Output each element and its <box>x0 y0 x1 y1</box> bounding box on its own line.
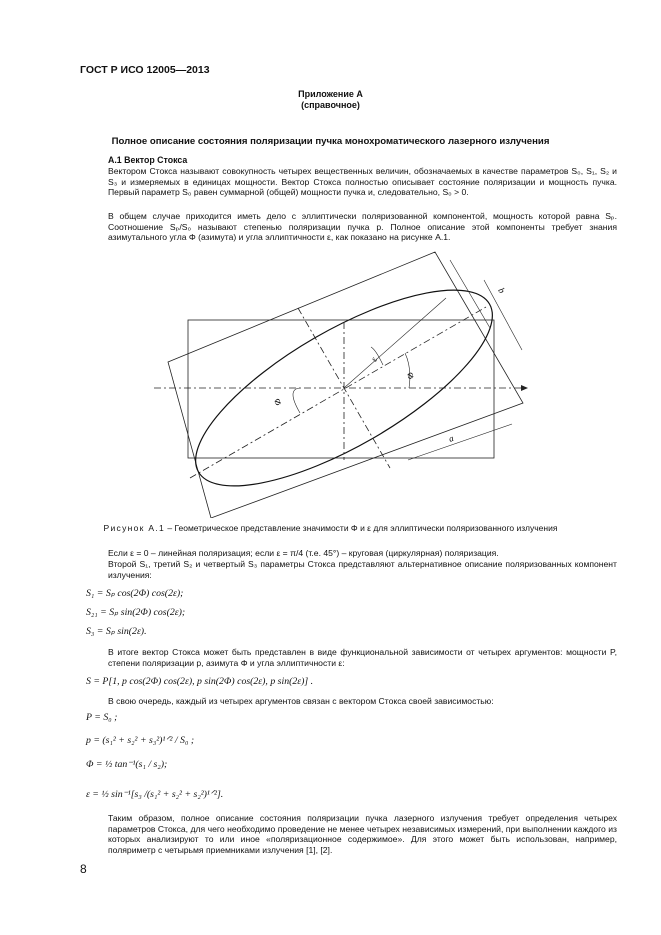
page-number: 8 <box>80 862 87 876</box>
label-phi-left: Φ <box>272 397 284 407</box>
a-dimension-line <box>408 424 512 460</box>
paragraph-5: В итоге вектор Стокса может быть представлен в виде функциональной зависимости от четырех аргументов: мощности P, степени поляризации p, азимута Φ и угла эллиптичности ε: <box>108 647 617 668</box>
paragraph-3: Если ε = 0 – линейная поляризация; если ε = π/4 (т.е. 45°) – круговая (циркулярная) поляризация. <box>108 548 499 558</box>
document-header: ГОСТ Р ИСО 12005—2013 <box>80 64 210 76</box>
paragraph-1: Вектором Стокса называют совокупность четырех вещественных величин, обозначаемых в качестве параметров S₀, S₁, S₂ и S₃ и измеряемых в единицах мощности. Вектор Стокса полностью описывает состояние поляризации и мощность пучка. Первый параметр S₀ равен суммарной (общей) мощности пучка и, следовательно, S₀ > 0. <box>108 166 617 197</box>
caption-text: – Геометрическое представление значимости Φ и ε для эллиптически поляризованного излучения <box>165 523 558 533</box>
ellipticity-diagonal <box>344 298 446 388</box>
label-a: a <box>447 432 455 444</box>
formula-p: p = (s₁² + s₂² + s₃²)¹ᐟ² / S₀ ; <box>86 735 195 746</box>
label-b: b <box>496 286 508 295</box>
appendix-title: Приложение А <box>298 89 363 99</box>
paragraph-7: Таким образом, полное описание состояния поляризации пучка лазерного излучения требует определения четырех параметров Стокса, для чего необходимо проведение не менее четырех независимых измерений, при выполнении каждого из которых анализируют то или иное «поляризационное содержимое». Для этого может быть использован, например, поляриметр с четырьмя приемниками излучения [1], [2]. <box>108 813 617 855</box>
formula-eps: ε = ½ sin⁻¹[s₃ /(s₁² + s₂² + s₂²)¹ᐟ²]. <box>86 789 224 800</box>
phi-arc-left <box>293 388 300 413</box>
label-eps: ε <box>368 355 380 363</box>
x-axis-arrow <box>521 385 528 391</box>
formula-s1: S₁ = Sₚ cos(2Φ) cos(2ε); <box>86 588 184 599</box>
paragraph-4: Второй S₁, третий S₂ и четвертый S₃ параметры Стокса представляют альтернативное описание поляризованных компонент излучения: <box>108 559 617 580</box>
formula-P: P = S₀ ; <box>86 712 118 723</box>
subsection-title: А.1 Вектор Стокса <box>108 155 188 165</box>
formula-s21: S₂₁ = Sₚ sin(2Φ) cos(2ε); <box>86 607 186 618</box>
b-dimension-line <box>450 260 490 328</box>
formula-stokes-vector: S = P[1, p cos(2Φ) cos(2ε), p sin(2Φ) cos(2ε), p sin(2ε)] . <box>86 676 314 687</box>
appendix-heading <box>0 89 661 111</box>
figure-caption <box>0 523 661 533</box>
label-phi-right: Φ <box>404 370 417 381</box>
paragraph-6: В свою очередь, каждый из четырех аргументов связан с вектором Стокса своей зависимостью: <box>108 696 494 706</box>
paragraph-2: В общем случае приходится иметь дело с эллиптически поляризованной компонентой, мощность которой равна Sₚ. Соотношение Sₚ/S₀ называют степенью поляризации пучка p. Полное описание этой компоненты требует знания азимутального угла Φ (азимута) и угла эллиптичности ε, как показано на рисунке А.1. <box>108 211 617 242</box>
caption-prefix: Рисунок А.1 <box>103 523 166 533</box>
major-axis <box>190 307 486 478</box>
formula-s3: S₃ = Sₚ sin(2ε). <box>86 626 147 637</box>
appendix-subtitle: (справочное) <box>301 100 360 110</box>
section-title: Полное описание состояния поляризации пучка монохроматического лазерного излучения <box>111 136 550 147</box>
polarization-ellipse-figure <box>150 250 550 518</box>
phi-arc-right <box>405 353 410 388</box>
formula-Phi: Φ = ½ tan⁻¹(s₁ / s₂); <box>86 759 168 770</box>
